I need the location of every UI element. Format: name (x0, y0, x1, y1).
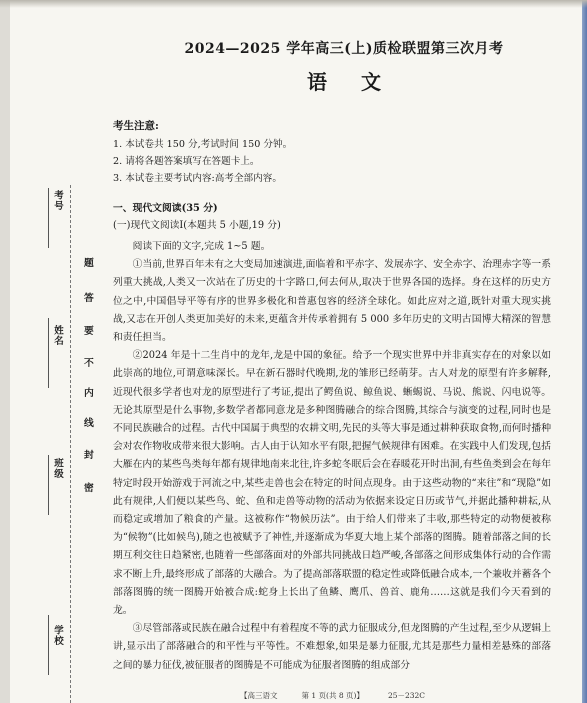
school-line (48, 615, 49, 675)
footer-code: 25－232C (387, 691, 426, 700)
warning-char: 密 (84, 483, 94, 494)
class-label: 班级 (52, 458, 63, 479)
footer-subject: 【高三语文 (240, 691, 278, 700)
passage-intro: 阅读下面的文字,完成 1~5 题。 (132, 241, 271, 252)
warning-char: 封 (84, 450, 94, 461)
reading-passage (113, 238, 551, 675)
name-line (48, 318, 49, 388)
class-line (48, 455, 49, 515)
passage-paragraph-3: ③尽管部落或民族在融合过程中有着程度不等的武力征服成分,但龙图腾的产生过程,至少从逻辑上讲,显示出了部落融合的和平性与平等性。不难想象,如果是暴力征服,尤其是那些力量相差悬殊的部落之间的暴力征伐,被征服者的图腾是不可能成为征服者图腾的组成部分 (113, 623, 551, 671)
passage-paragraph-1: ①当前,世界百年未有之大变局加速演进,面临着和平赤字、发展赤字、安全赤字、治理赤字等一系列重大挑战,人类又一次站在了历史的十字路口,何去何从,取决于世界各国的选择。身在这样的历史方位之中,中国倡导平等有序的世界多极化和普惠包容的经济全球化。如此应对之道,既针对重大现实挑战,又志在开创人类更加美好的未来,更蕴含并传承着拥有 5 000 多年历史的文明古国博大精深的智慧和责任担当。 (113, 259, 551, 344)
seal-line (70, 185, 71, 703)
warning-char: 不 (84, 358, 94, 369)
subsection-heading: (一)现代文阅读Ⅰ(本题共 5 小题,19 分) (113, 220, 281, 231)
warning-char: 线 (84, 418, 94, 429)
exam-no-label: 考号 (52, 190, 63, 211)
subject-title: 语文 (307, 70, 415, 94)
exam-title: 2024—2025 学年高三(上)质检联盟第三次月考 (184, 41, 504, 57)
notice-item: 1. 本试卷共 150 分,考试时间 150 分钟。 (113, 139, 293, 150)
passage-paragraph-2: ②2024 年是十二生肖中的龙年,龙是中国的象征。给予一个现实世界中并非真实存在的对象以如此崇高的地位,可谓意味深长。早在新石器时代晚期,龙的雏形已经萌芽。古人对龙的原型有许多解释,近现代很多学者也对龙的原型进行了考证,提出了鳄鱼说、鲸鱼说、蜥蜴说、马说、熊说、闪电说等。无论其原型是什么事物,多数学者都同意龙是多种图腾融合的综合图腾,其综合与演变的过程,同时也是不同民族融合的过程。古代中国属于典型的农耕文明,先民的头等大事是通过耕种获取食物,而何时播种会对农作物收成带来很大影响。古人由于认知水平有限,把握气候规律有困难。在实践中人们发现,包括大雁在内的某些鸟类每年都有规律地南来北往,许多蛇冬眠后会在春暖花开时出洞,有些鱼类到会在每年特定时段开始游戏于河流之中,某些走兽也会在特定的时间点现身。由于这些动物的“来往”和“现隐”如此有规律,人们便以某些鸟、蛇、鱼和走兽等动物的活动为依据来设定日历或节气,并据此播种耕耘,从而稳定或增加了粮食的产量。这被称作“物候历法”。由于给人们带来了丰收,那些特定的动物便被称为“候物”(比如候鸟),随之也被赋予了神性,并逐渐成为华夏大地上某个部落的图腾。随着部落之间的长期互利交往日趋紧密,也随着一些部落面对的外部共同挑战日趋严峻,各部落之间形成集体行动的合作需求不断上升,最终形成了部落的大融合。为了提高部落联盟的稳定性或降低融合成本,一个兼收并蓄各个部落图腾的统一图腾开始被合成:蛇身上长出了鱼鳞、鹰爪、兽首、鹿角……这就是我们今天看到的龙。 (113, 350, 551, 617)
exam-no-line (48, 188, 49, 248)
name-label: 姓名 (52, 325, 63, 346)
notice-item: 2. 请将各题答案填写在答题卡上。 (113, 156, 260, 167)
page-edge (582, 0, 587, 703)
warning-char: 题 (84, 258, 94, 269)
warning-char: 要 (84, 326, 94, 337)
footer-page: 第 1 页(共 8 页)】 (301, 691, 364, 700)
notice-item: 3. 本试卷主要考试内容:高考全部内容。 (113, 173, 282, 184)
binding-margin (10, 0, 110, 703)
school-label: 学校 (52, 625, 63, 646)
notice-box (113, 118, 573, 187)
notice-title: 考生注意: (113, 120, 159, 132)
section-heading: 一、现代文阅读(35 分) (113, 203, 218, 214)
page-footer (240, 690, 580, 703)
warning-char: 内 (84, 388, 94, 399)
warning-char: 答 (84, 293, 94, 304)
